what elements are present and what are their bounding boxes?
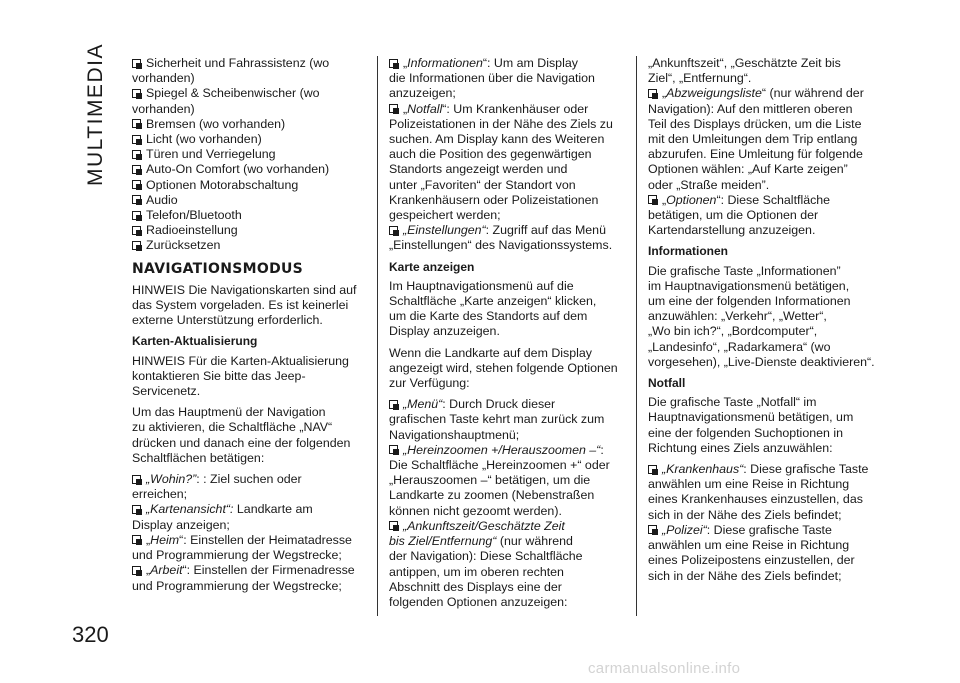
bullet-icon bbox=[648, 195, 657, 204]
bullet-icon bbox=[132, 180, 141, 189]
bullet-icon bbox=[132, 535, 141, 544]
bullet-icon bbox=[648, 465, 657, 474]
bullet-icon bbox=[389, 521, 398, 530]
bullet-icon bbox=[132, 135, 141, 144]
subsection-heading: Notfall bbox=[648, 376, 686, 391]
bullet-icon bbox=[389, 59, 398, 68]
note-paragraph: HINWEIS Für die Karten-Aktualisierung kontaktieren Sie bitte das Jeep- Servicenetz. bbox=[132, 353, 349, 399]
body-paragraph: Im Hauptnavigationsmenü auf die Schaltfläche „Karte anzeigen“ klicken, um die Karte des Standorts auf dem Display anzuzeigen. bbox=[389, 278, 597, 339]
body-paragraph: Um das Hauptmenü der Navigation zu aktivieren, die Schaltfläche „NAV“ drücken und danach eine der folgenden Schaltflächen betätigen: bbox=[132, 405, 351, 465]
bullet-icon bbox=[132, 150, 141, 159]
bullet-icon bbox=[132, 119, 141, 128]
list-item: Türen und Verriegelung bbox=[146, 147, 276, 162]
watermark: carmanualsonline.info bbox=[588, 660, 741, 677]
bullet-icon bbox=[389, 445, 398, 454]
subsection-heading: Karten-Aktualisierung bbox=[132, 334, 258, 349]
list-item: Radioeinstellung bbox=[146, 223, 238, 238]
bullet-icon bbox=[132, 89, 141, 98]
subsection-heading: Karte anzeigen bbox=[389, 259, 475, 274]
chapter-title-text: MULTIMEDIA bbox=[84, 43, 107, 186]
column-divider bbox=[377, 56, 378, 616]
bullet-icon bbox=[132, 505, 141, 514]
list-item: vorhanden) bbox=[132, 71, 195, 86]
bullet-icon bbox=[132, 165, 141, 174]
option-list: „Wohin?”: : Ziel suchen oder erreichen; „Kartenansicht“: Landkarte am Display anzeigen; „Heim“: Einstellen der Heimatadresse und Programmierung der Wegstrecke; „Arbeit“: Einstellen der Firmenadresse und Programmierung der Wegstrecke; bbox=[132, 472, 355, 593]
bullet-icon bbox=[132, 195, 141, 204]
section-heading: NAVIGATIONSMODUS bbox=[132, 260, 304, 277]
column-2: „Informationen“: Um am Display die Informationen über die Navigation anzuzeigen; „Notfall“: Um Krankenhäuser oder Polizeistationen in der Nähe des Ziels zu suchen. Am Display kann des Weiteren auch die Position des gegenwärtigen Standorts angezeigt werden und unter „Favoriten“ der Standort von Krankenhäusern oder Polizeistationen gespeichert werden; „Einstellungen“: Zugriff auf das Menü „Einstellungen“ des Navigationssystems. Karte anzeigen Im Hauptnavigationsmenü auf die Schaltfläche „Karte anzeigen“ klicken, um die Karte des Standorts auf dem Display anzuzeigen. Wenn die Landkarte auf dem Display angezeigt wird, stehen folgende Optionen zur Verfügung: „Menü“: Durch Druck dieser grafischen Taste kehrt man zurück zum Navigationshauptmenü; „Hereinzoomen +/Herauszoomen –“: Die Schaltfläche „Hereinzoomen +“ oder „Herauszoomen –“ betätigen, um die Landkarte zu zoomen (Nebenstraßen können nicht gezoomt werden). „Ankunftszeit/Geschätzte Zeit bis Ziel/Entfernung“ (nur während der Navigation): Diese Schaltfläche antippen, um im oberen rechten Abschnitt des Displays eine der folgenden Optionen anzuzeigen: bbox=[389, 56, 621, 610]
bullet-icon bbox=[132, 59, 141, 68]
list-item: Telefon/Bluetooth bbox=[146, 208, 242, 223]
column-3: „Ankunftszeit“, „Geschätzte Zeit bis Ziel“, „Entfernung“. „Abzweigungsliste“ (nur während der Navigation): Auf den mittleren oberen Teil des Displays drücken, um die Liste mit den Umleitungen dem Trip entlang abzurufen. Eine Umleitung für folgende Optionen wählen: „Auf Karte zeigen” oder „Straße meiden”. „Optionen“: Diese Schaltfläche betätigen, um die Optionen der Kartendarstellung anzuzeigen. Informationen Die grafische Taste „Informationen” im Hauptnavigationsmenü betätigen, um eine der folgenden Informationen anzuwählen: „Verkehr“, „Wetter“, „Wo bin ich?“, „Bordcomputer“, „Landesinfo“, „Radarkamera“ (wo vorgesehen), „Live-Dienste deaktivieren“. Notfall Die grafische Taste „Notfall“ im Hauptnavigationsmenü betätigen, um eine der folgenden Suchoptionen in Richtung eines Ziels anzuwählen: „Krankenhaus“: Diese grafische Taste anwählen um eine Reise in Richtung eines Krankenhauses einzustellen, das sich in der Nähe des Ziels befindet; „Polizei“: Diese grafische Taste anwählen um eine Reise in Richtung eines Polizeipostens einzustellen, der sich in der Nähe des Ziels befindet; bbox=[648, 56, 880, 584]
bullet-icon bbox=[389, 226, 398, 235]
body-paragraph: Die grafische Taste „Informationen” im Hauptnavigationsmenü betätigen, um eine der folgenden Informationen anzuwählen: „Verkehr“, „Wetter“, „Wo bin ich?“, „Bordcomputer“, „Landesinfo“, „Radarkamera“ (wo vorgesehen), „Live-Dienste deaktivieren“. bbox=[648, 263, 875, 369]
bullet-icon bbox=[132, 226, 141, 235]
bullet-icon bbox=[132, 566, 141, 575]
list-item: Audio bbox=[146, 192, 178, 207]
list-item: Spiegel & Scheibenwischer (wo bbox=[146, 86, 320, 101]
bullet-icon bbox=[132, 475, 141, 484]
chapter-title bbox=[82, 43, 107, 196]
list-item: Sicherheit und Fahrassistenz (wo bbox=[146, 56, 330, 70]
bullet-icon bbox=[648, 525, 657, 534]
list-item: Licht (wo vorhanden) bbox=[146, 132, 262, 147]
subsection-heading: Informationen bbox=[648, 244, 728, 259]
settings-list bbox=[132, 56, 364, 254]
note-paragraph: HINWEIS Die Navigationskarten sind auf das System vorgeladen. Es ist keinerlei externe Unterstützung erforderlich. bbox=[132, 282, 357, 328]
body-paragraph: Wenn die Landkarte auf dem Display angezeigt wird, stehen folgende Optionen zur Verfügung: bbox=[389, 345, 618, 391]
list-item: Zurücksetzen bbox=[146, 238, 221, 253]
list-item: Bremsen (wo vorhanden) bbox=[146, 116, 286, 131]
body-paragraph: Die grafische Taste „Notfall“ im Hauptnavigationsmenü betätigen, um eine der folgenden Suchoptionen in Richtung eines Ziels anzuwählen: bbox=[648, 395, 854, 455]
bullet-icon bbox=[132, 211, 141, 220]
bullet-icon bbox=[389, 400, 398, 409]
bullet-icon bbox=[389, 104, 398, 113]
list-item: Optionen Motorabschaltung bbox=[146, 177, 299, 192]
column-divider bbox=[636, 56, 637, 616]
list-item: vorhanden) bbox=[132, 101, 195, 116]
column-1 bbox=[132, 56, 364, 594]
bullet-icon bbox=[648, 89, 657, 98]
list-item: Auto-On Comfort (wo vorhanden) bbox=[146, 162, 330, 177]
bullet-icon bbox=[132, 241, 141, 250]
page-number: 320 bbox=[72, 622, 109, 647]
